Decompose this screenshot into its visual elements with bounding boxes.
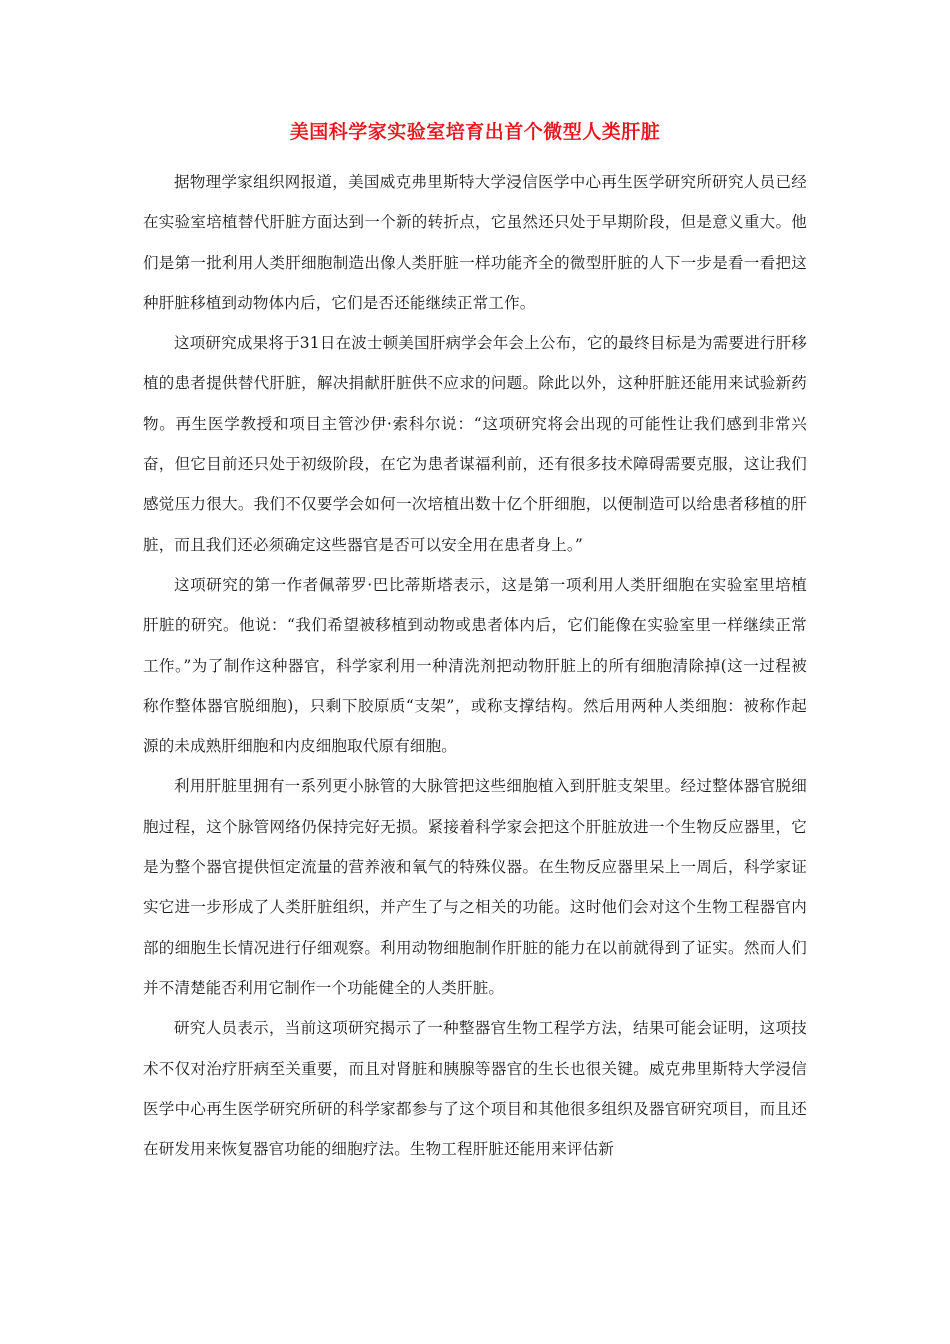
paragraph-1: 据物理学家组织网报道，美国威克弗里斯特大学浸信医学中心再生医学研究所研究人员已经在实验室培植替代肝脏方面达到一个新的转折点，它虽然还只处于早期阶段，但是意义重大。他们是第一批利用人类肝细胞制造出像人类肝脏一样功能齐全的微型肝脏的人下一步是看一看把这种肝脏移植到动物体内后，它们是否还能继续正常工作。 [143,173,807,312]
paragraph-2: 这项研究成果将于31日在波士顿美国肝病学会年会上公布，它的最终目标是为需要进行肝移植的患者提供替代肝脏，解决捐献肝脏供不应求的问题。除此以外，这种肝脏还能用来试验新药物。再生医学教授和项目主管沙伊·索科尔说：“这项研究将会出现的可能性让我们感到非常兴奋，但它目前还只处于初级阶段，在它为患者谋福利前，还有很多技术障碍需要克服，这让我们感觉压力很大。我们不仅要学会如何一次培植出数十亿个肝细胞，以便制造可以给患者移植的肝脏，而且我们还必须确定这些器官是否可以安全用在患者身上。” [143,334,807,554]
document-title: 美国科学家实验室培育出首个微型人类肝脏 [289,121,661,143]
paragraph-5: 研究人员表示，当前这项研究揭示了一种整器官生物工程学方法，结果可能会证明，这项技术不仅对治疗肝病至关重要，而且对肾脏和胰腺等器官的生长也很关键。威克弗里斯特大学浸信医学中心再生医学研究所研的科学家都参与了这个项目和其他很多组织及器官研究项目，而且还在研发用来恢复器官功能的细胞疗法。生物工程肝脏还能用来评估新 [143,1019,807,1159]
article-body [143,162,807,1169]
paragraph-4: 利用肝脏里拥有一系列更小脉管的大脉管把这些细胞植入到肝脏支架里。经过整体器官脱细胞过程，这个脉管网络仍保持完好无损。紧接着科学家会把这个肝脏放进一个生物反应器里，它是为整个器官提供恒定流量的营养液和氧气的特殊仪器。在生物反应器里呆上一周后，科学家证实它进一步形成了人类肝脏组织，并产生了与之相关的功能。这时他们会对这个生物工程器官内部的细胞生长情况进行仔细观察。利用动物细胞制作肝脏的能力在以前就得到了证实。然而人们并不清楚能否利用它制作一个功能健全的人类肝脏。 [143,777,807,997]
paragraph-3: 这项研究的第一作者佩蒂罗·巴比蒂斯塔表示，这是第一项利用人类肝细胞在实验室里培植肝脏的研究。他说：“我们希望被移植到动物或患者体内后，它们能像在实验室里一样继续正常工作。”为了制作这种器官，科学家利用一种清洗剂把动物肝脏上的所有细胞清除掉(这一过程被称作整体器官脱细胞)，只剩下胶原质“支架”，或称支撑结构。然后用两种人类细胞：被称作起源的未成熟肝细胞和内皮细胞取代原有细胞。 [143,575,807,756]
